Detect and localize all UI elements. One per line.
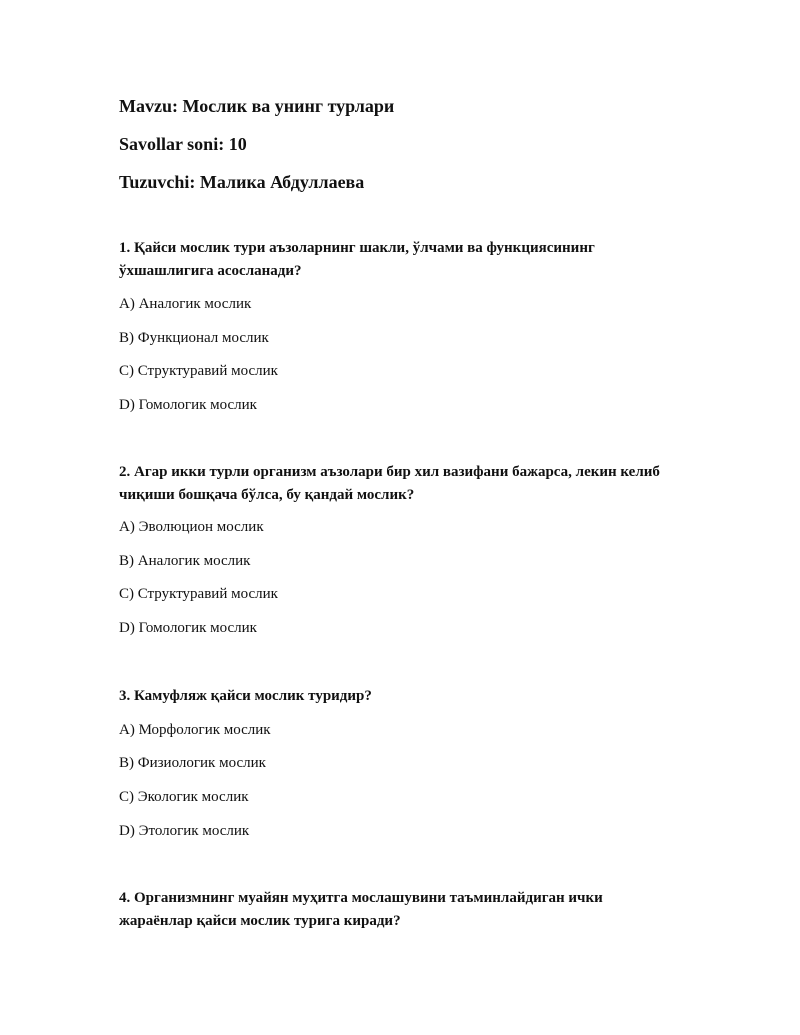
question-count-line: Savollar soni: 10 [119, 134, 247, 154]
question-3: 3. Камуфляж қайси мослик туридир? [119, 688, 372, 704]
question-4: 4. Организмнинг муайян муҳитга мослашувини таъминлайдиган ички жараёнлар қайси мослик турига киради? [119, 890, 603, 929]
topic-line: Mavzu: Мослик ва унинг турлари [119, 96, 395, 116]
question-2: 2. Агар икки турли организм аъзолари бир хил вазифани бажарса, лекин келиб чиқиши бошқача бўлса, бу қандай мослик? [119, 464, 660, 503]
question-3-option-c: C) Экологик мослик [119, 789, 249, 805]
question-1-option-b: B) Функционал мослик [119, 330, 269, 346]
question-1-option-d: D) Гомологик мослик [119, 397, 257, 413]
question-2-option-c: C) Структуравий мослик [119, 586, 278, 602]
question-3-option-d: D) Этологик мослик [119, 823, 250, 839]
question-2-option-a: A) Эволюцион мослик [119, 519, 264, 535]
question-1-option-a: A) Аналогик мослик [119, 296, 252, 312]
author-line: Tuzuvchi: Малика Абдуллаева [119, 172, 365, 192]
question-1-option-c: C) Структуравий мослик [119, 363, 278, 379]
question-3-option-b: B) Физиологик мослик [119, 755, 266, 771]
question-2-option-b: B) Аналогик мослик [119, 553, 251, 569]
question-3-option-a: A) Морфологик мослик [119, 722, 271, 738]
question-1: 1. Қайси мослик тури аъзоларнинг шакли, ўлчами ва функциясининг ўхшашлигига асосланади? [119, 240, 595, 279]
question-2-option-d: D) Гомологик мослик [119, 620, 257, 636]
